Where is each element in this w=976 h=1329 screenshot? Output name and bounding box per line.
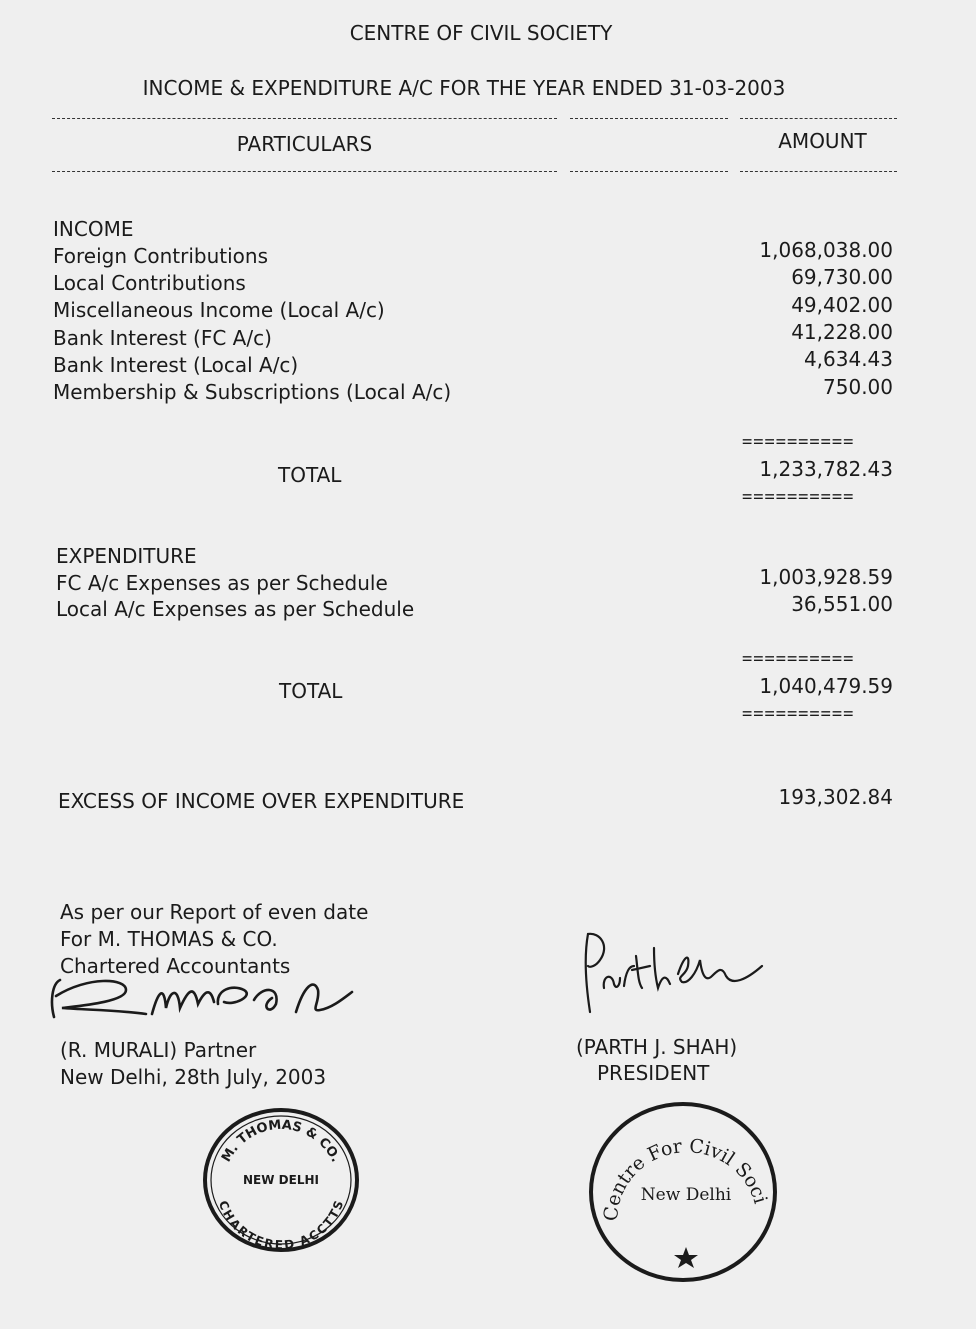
income-row-amount: 69,730.00 <box>791 265 893 289</box>
society-seal <box>582 1083 778 1284</box>
excess-amount: 193,302.84 <box>778 785 893 809</box>
income-row-label: Bank Interest (Local A/c) <box>53 353 299 377</box>
auditor-report-line: As per our Report of even date <box>60 900 369 924</box>
income-row-amount: 4,634.43 <box>803 347 893 371</box>
president-name: (PARTH J. SHAH) <box>576 1035 738 1059</box>
income-row-label: Bank Interest (FC A/c) <box>53 326 272 350</box>
income-row-amount: 49,402.00 <box>791 293 893 317</box>
expenditure-row-label: Local A/c Expenses as per Schedule <box>56 597 415 621</box>
auditor-stamp-top-text: M. THOMAS & CO. <box>219 1117 344 1165</box>
auditor-name: (R. MURALI) Partner <box>60 1038 257 1062</box>
column-header-amount: AMOUNT <box>778 129 867 153</box>
auditor-designation-line: Chartered Accountants <box>60 954 291 978</box>
auditor-stamp <box>202 1106 360 1254</box>
svg-text:CHARTERED ACCTTS <box>216 1199 346 1252</box>
header-rule-top <box>52 118 557 119</box>
auditor-place-date: New Delhi, 28th July, 2003 <box>60 1065 327 1089</box>
auditor-stamp-center-text: NEW DELHI <box>243 1173 319 1187</box>
society-seal-top-text: Centre For Civil Society <box>582 1083 772 1222</box>
income-total-amount: 1,233,782.43 <box>759 457 893 481</box>
income-row-amount: 750.00 <box>823 375 893 399</box>
header-rule-bottom <box>52 171 557 172</box>
double-rule: ========== <box>742 704 855 724</box>
auditor-stamp-bottom-text: CHARTERED ACCTTS <box>215 1198 347 1253</box>
column-header-particulars: PARTICULARS <box>236 132 373 156</box>
president-title: PRESIDENT <box>597 1061 710 1085</box>
income-row-label: Membership & Subscriptions (Local A/c) <box>53 380 452 404</box>
org-name: CENTRE OF CIVIL SOCIETY <box>349 21 613 45</box>
excess-label: EXCESS OF INCOME OVER EXPENDITURE <box>58 789 465 813</box>
income-total-label: TOTAL <box>278 463 342 487</box>
income-row-amount: 41,228.00 <box>791 320 893 344</box>
auditor-firm-line: For M. THOMAS & CO. <box>60 927 278 951</box>
double-rule: ========== <box>742 487 855 507</box>
star-icon <box>674 1247 698 1268</box>
expenditure-row-amount: 1,003,928.59 <box>759 565 893 589</box>
income-row-label: Local Contributions <box>53 271 246 295</box>
expenditure-total-label: TOTAL <box>279 679 343 703</box>
income-heading: INCOME <box>53 217 134 241</box>
income-row-label: Miscellaneous Income (Local A/c) <box>53 298 385 322</box>
auditor-signature <box>48 962 358 1032</box>
president-signature <box>576 926 776 1022</box>
header-rule-bottom <box>740 171 897 172</box>
income-row-amount: 1,068,038.00 <box>759 238 893 262</box>
expenditure-row-label: FC A/c Expenses as per Schedule <box>56 571 388 595</box>
statement-title: INCOME & EXPENDITURE A/C FOR THE YEAR ENDED 31-03-2003 <box>142 76 786 100</box>
header-rule-top <box>570 118 728 119</box>
header-rule-bottom <box>570 171 728 172</box>
header-rule-top <box>740 118 897 119</box>
expenditure-heading: EXPENDITURE <box>56 544 197 568</box>
expenditure-total-amount: 1,040,479.59 <box>759 674 893 698</box>
double-rule: ========== <box>742 649 855 669</box>
expenditure-row-amount: 36,551.00 <box>791 592 893 616</box>
double-rule: ========== <box>742 432 855 452</box>
society-seal-center-text: New Delhi <box>640 1185 732 1205</box>
income-row-label: Foreign Contributions <box>53 244 268 268</box>
